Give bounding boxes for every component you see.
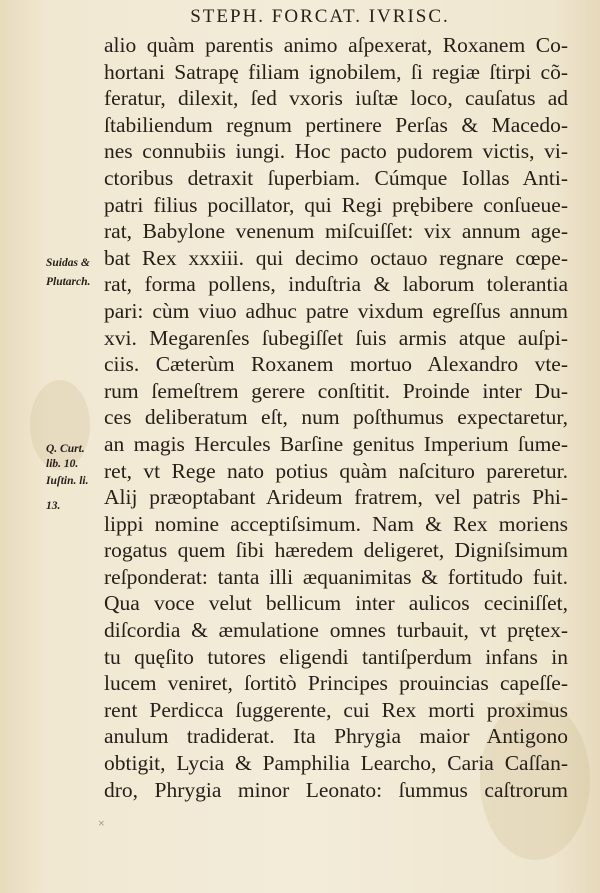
margin-note: Q. Curt. bbox=[46, 443, 85, 455]
footer-mark: × bbox=[98, 816, 105, 830]
text-line: bat Rex xxxiii. qui decimo octauo regnare cœpe- bbox=[104, 245, 568, 270]
margin-note: Plutarch. bbox=[46, 276, 91, 288]
text-line: reſponderat: tanta illi æquanimitas & fortitudo fuit. bbox=[104, 564, 568, 589]
text-line: rent Perdicca ſuggerente, cui Rex morti proximus bbox=[104, 697, 568, 722]
text-line: alio quàm parentis animo aſpexerat, Roxanem Co- bbox=[104, 33, 568, 57]
text-line: obtigit, Lycia & Pamphilia Learcho, Caria Caſſan- bbox=[104, 751, 568, 776]
text-line: rat, forma pollens, induſtria & laborum tolerantia bbox=[104, 272, 568, 297]
margin-note: Suidas & bbox=[46, 257, 90, 269]
body-text bbox=[104, 32, 568, 803]
text-line: lucem veniret, ſortitò Principes prouincias capeſſe- bbox=[104, 671, 568, 696]
text-line: ces deliberatum eſt, num poſthumus expectaretur, bbox=[104, 405, 568, 430]
text-line: ret, vt Rege nato potius quàm naſcituro pareretur. bbox=[104, 458, 568, 483]
text-line: dro, Phrygia minor Leonato: ſummus caſtrorum bbox=[104, 777, 568, 802]
running-head: STEPH. FORCAT. IVRISC. bbox=[190, 6, 450, 27]
text-line: ciis. Cæterùm Roxanem mortuo Alexandro vte- bbox=[104, 352, 568, 377]
text-line: rogatus quem ſibi hæredem deligeret, Digniſsimum bbox=[104, 538, 568, 563]
text-line: lippi nomine acceptiſsimum. Nam & Rex moriens bbox=[104, 511, 568, 536]
text-line: an magis Hercules Barſine genitus Imperium ſume- bbox=[104, 431, 568, 456]
text-line: nes connubiis iungi. Hoc pacto pudorem victis, vi- bbox=[104, 139, 568, 164]
text-line: xvi. Megarenſes ſubegiſſet ſuis armis atque auſpi- bbox=[104, 325, 568, 350]
margin-notes bbox=[0, 0, 104, 893]
text-line: pari: cùm viuo adhuc patre vixdum egreſſus annum bbox=[104, 298, 568, 323]
text-line: ctoribus detraxit ſuperbiam. Cúmque Iollas Anti- bbox=[104, 165, 568, 190]
text-line: anulum tradiderat. Ita Phrygia maior Antigono bbox=[104, 724, 568, 749]
text-line: rum ſemeſtrem gerere conſtitit. Proinde inter Du- bbox=[104, 378, 568, 403]
margin-note: Iuſtin. li. bbox=[46, 475, 89, 487]
text-line: ſtabiliendum regnum pertinere Perſas & Macedo- bbox=[104, 112, 568, 137]
text-line: Qua voce velut bellicum inter aulicos ceciniſſet, bbox=[104, 591, 568, 616]
text-line: rat, Babylone venenum miſcuiſſet: vix annum age- bbox=[104, 219, 568, 244]
text-line: Alij præoptabant Arideum fratrem, vel patris Phi- bbox=[104, 485, 568, 510]
text-line: patri filius pocillator, qui Regi prębibere conſueue- bbox=[104, 192, 568, 217]
margin-note: lib. 10. bbox=[46, 458, 79, 470]
text-line: diſcordia & æmulatione omnes turbauit, vt prętex- bbox=[104, 618, 568, 643]
text-line: feratur, dilexit, ſed vxoris iuſtæ loco, cauſatus ad bbox=[104, 86, 568, 111]
text-line: hortani Satrapę filiam ignobilem, ſi regiæ ſtirpi cõ- bbox=[104, 59, 568, 84]
text-line: tu quęſito tutores eligendi tantiſperdum infans in bbox=[104, 644, 568, 669]
margin-note: 13. bbox=[46, 500, 61, 512]
